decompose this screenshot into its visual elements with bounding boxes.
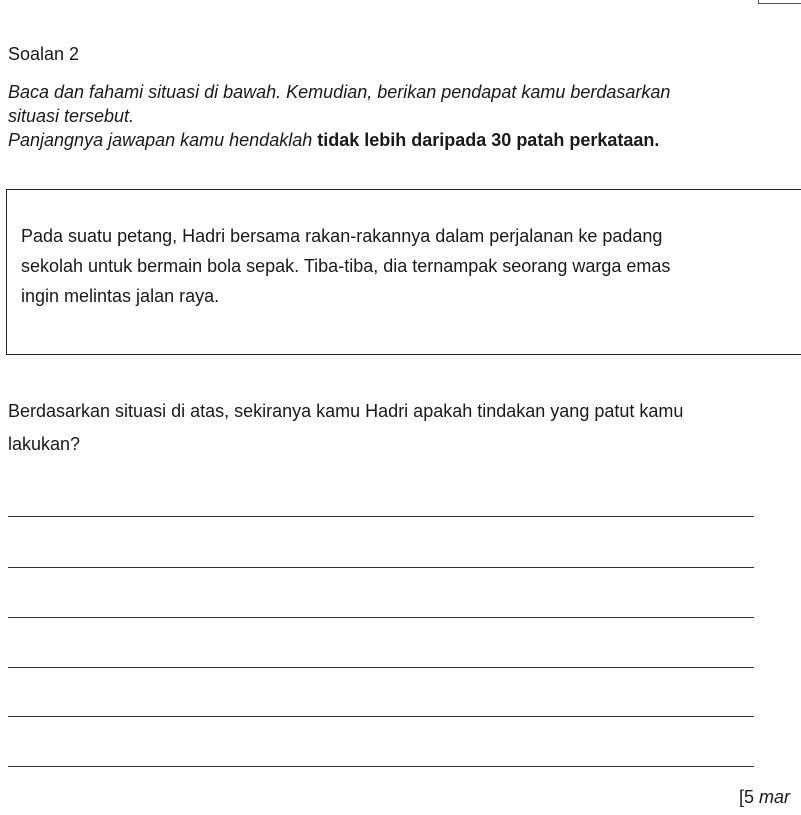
answer-line-4[interactable] <box>8 667 754 668</box>
situation-line: Pada suatu petang, Hadri bersama rakan-rakannya dalam perjalanan ke padang <box>21 226 663 246</box>
situation-text <box>21 221 670 311</box>
instruction-line-1: Baca dan fahami situasi di bawah. Kemudian, berikan pendapat kamu berdasarkan <box>8 82 671 102</box>
instructions <box>8 80 798 152</box>
answer-line-3[interactable] <box>8 617 754 618</box>
situation-line: ingin melintas jalan raya. <box>21 286 220 306</box>
marks-unit: mar <box>759 787 791 807</box>
word-limit-emphasis: tidak lebih daripada 30 patah perkataan. <box>317 130 660 150</box>
answer-line-6[interactable] <box>8 766 754 767</box>
prompt-line: lakukan? <box>8 434 81 454</box>
situation-box <box>6 189 801 355</box>
answer-line-2[interactable] <box>8 567 754 568</box>
marks-label <box>739 786 790 808</box>
instruction-line-2: situasi tersebut. <box>8 106 135 126</box>
answer-line-1[interactable] <box>8 516 754 517</box>
prompt-line: Berdasarkan situasi di atas, sekiranya kamu Hadri apakah tindakan yang patut kamu <box>8 401 684 421</box>
word-limit-intro: Panjangnya jawapan kamu hendaklah <box>8 130 313 150</box>
situation-line: sekolah untuk bermain bola sepak. Tiba-tiba, dia ternampak seorang warga emas <box>21 256 671 276</box>
page-corner-mark <box>758 0 801 4</box>
answer-line-5[interactable] <box>8 716 754 717</box>
marks-value: [5 <box>739 787 755 807</box>
instruction-line-3 <box>8 128 798 152</box>
question-title: Soalan 2 <box>8 44 80 64</box>
question-prompt <box>8 395 683 461</box>
